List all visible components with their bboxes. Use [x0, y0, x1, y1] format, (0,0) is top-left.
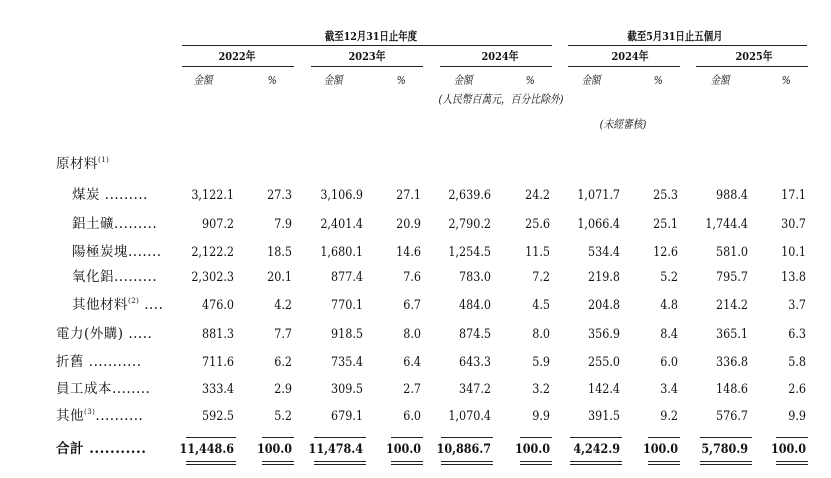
row-label: 員工成本........ [56, 381, 151, 397]
year-2025-ytd: 2025年 [735, 49, 773, 63]
cell-amount-2024-ytd: 255.0 [587, 355, 620, 370]
cell-pct-2022: 20.1 [267, 270, 292, 285]
cell-amount-2025-ytd: 581.0 [715, 245, 748, 260]
cell-amount-2025-ytd: 214.2 [715, 298, 748, 313]
cell-amount-2022: 881.3 [201, 327, 234, 342]
total-rule-double [648, 464, 680, 465]
total-rule-double [262, 464, 294, 465]
total-rule-top [570, 437, 622, 438]
row-label: 其他材料$^{(2)}$ .... [72, 297, 164, 313]
cell-amount-2024-ytd: 142.4 [587, 382, 620, 397]
cell-pct-2024-ytd: 5.2 [660, 270, 678, 285]
col-amount-2025-ytd: 金額 [710, 73, 730, 87]
group2-rule [568, 45, 807, 46]
total-rule-top [520, 437, 552, 438]
cell-pct-2022: 7.9 [274, 217, 292, 232]
cell-amount-2024: 2,639.6 [448, 188, 491, 203]
total-amount-2022: 11,448.6 [179, 442, 234, 457]
year-2024-ytd: 2024年 [611, 49, 649, 63]
group-title-five-months: 截至5月31日止五個月 [627, 29, 723, 43]
cell-amount-2024-ytd: 356.9 [587, 327, 620, 342]
total-pct-2023: 100.0 [385, 442, 421, 457]
cell-amount-2024: 2,790.2 [448, 217, 491, 232]
year-rule-2022 [182, 66, 294, 67]
total-rule-double [262, 461, 294, 462]
total-rule-double [391, 464, 423, 465]
cell-amount-2025-ytd: 365.1 [715, 327, 748, 342]
cell-amount-2025-ytd: 576.7 [715, 409, 748, 424]
cell-amount-2022: 476.0 [201, 298, 234, 313]
total-amount-2024: 10,886.7 [436, 442, 491, 457]
total-rule-double [520, 464, 552, 465]
cell-pct-2024-ytd: 9.2 [660, 409, 678, 424]
total-rule-top [314, 437, 366, 438]
total-rule-double [648, 461, 680, 462]
row-label: 鋁土礦......... [72, 216, 158, 232]
year-2023: 2023年 [348, 49, 386, 63]
cell-pct-2024-ytd: 4.8 [660, 298, 678, 313]
cell-amount-2023: 309.5 [330, 382, 363, 397]
total-amount-2025-ytd: 5,780.9 [701, 442, 748, 457]
total-rule-top [776, 437, 808, 438]
total-rule-double [186, 464, 236, 465]
total-pct-2024-ytd: 100.0 [642, 442, 678, 457]
cell-amount-2023: 770.1 [330, 298, 363, 313]
col-pct-2023: % [396, 73, 406, 87]
cell-amount-2023: 679.1 [330, 409, 363, 424]
cell-pct-2024-ytd: 12.6 [653, 245, 678, 260]
cell-pct-2023: 27.1 [396, 188, 421, 203]
total-rule-double [441, 461, 493, 462]
cell-amount-2024-ytd: 391.5 [587, 409, 620, 424]
total-pct-2025-ytd: 100.0 [770, 442, 806, 457]
cell-amount-2024-ytd: 1,066.4 [577, 217, 620, 232]
total-rule-top [186, 437, 236, 438]
cell-pct-2025-ytd: 2.6 [788, 382, 806, 397]
total-amount-2023: 11,478.4 [308, 442, 363, 457]
total-rule-double [441, 464, 493, 465]
total-rule-top [391, 437, 423, 438]
cell-pct-2023: 6.7 [403, 298, 421, 313]
cell-pct-2025-ytd: 13.8 [781, 270, 806, 285]
cell-pct-2025-ytd: 10.1 [781, 245, 806, 260]
col-pct-2025-ytd: % [781, 73, 791, 87]
cell-pct-2023: 14.6 [396, 245, 421, 260]
row-label: 煤炭 ......... [72, 187, 148, 203]
year-rule-2024-ytd [568, 66, 680, 67]
cell-amount-2024: 1,070.4 [448, 409, 491, 424]
cell-amount-2023: 918.5 [330, 327, 363, 342]
cell-pct-2024: 11.5 [525, 245, 550, 260]
cell-amount-2022: 3,122.1 [191, 188, 234, 203]
cell-amount-2025-ytd: 148.6 [715, 382, 748, 397]
cell-amount-2022: 711.6 [201, 355, 234, 370]
cell-pct-2025-ytd: 9.9 [788, 409, 806, 424]
year-rule-2025-ytd [696, 66, 808, 67]
cell-amount-2023: 3,106.9 [320, 188, 363, 203]
cell-pct-2025-ytd: 5.8 [788, 355, 806, 370]
cell-amount-2023: 735.4 [330, 355, 363, 370]
col-amount-2024-ytd: 金額 [581, 73, 601, 87]
total-rule-double [776, 464, 808, 465]
cell-pct-2022: 2.9 [274, 382, 292, 397]
total-rule-double [700, 461, 752, 462]
cell-pct-2024: 3.2 [532, 382, 550, 397]
col-pct-2024-ytd: % [653, 73, 663, 87]
cell-pct-2024: 25.6 [525, 217, 550, 232]
cell-pct-2022: 4.2 [274, 298, 292, 313]
total-pct-2024: 100.0 [514, 442, 550, 457]
year-rule-2023 [311, 66, 423, 67]
total-label: 合計 ........... [56, 441, 147, 457]
cell-pct-2022: 6.2 [274, 355, 292, 370]
cell-amount-2024: 1,254.5 [448, 245, 491, 260]
total-rule-double [520, 461, 552, 462]
section-label-raw-materials: 原材料$^{(1)}$ [56, 156, 110, 172]
group-title-fiscal-year: 截至12月31日止年度 [324, 29, 418, 43]
cell-pct-2023: 8.0 [403, 327, 421, 342]
total-rule-top [441, 437, 493, 438]
year-rule-2024 [440, 66, 552, 67]
cell-amount-2022: 333.4 [201, 382, 234, 397]
total-rule-top [262, 437, 294, 438]
total-rule-double [570, 461, 622, 462]
row-label: 氧化鋁......... [72, 269, 158, 285]
unit-note: (人民幣百萬元，百分比除外) [438, 92, 564, 106]
total-amount-2024-ytd: 4,242.9 [573, 442, 620, 457]
cell-amount-2022: 907.2 [201, 217, 234, 232]
cell-pct-2022: 18.5 [267, 245, 292, 260]
cell-amount-2025-ytd: 336.8 [715, 355, 748, 370]
col-pct-2022: % [267, 73, 277, 87]
total-rule-double [700, 464, 752, 465]
cell-amount-2024: 874.5 [458, 327, 491, 342]
cell-amount-2024-ytd: 1,071.7 [577, 188, 620, 203]
cell-pct-2024: 24.2 [525, 188, 550, 203]
total-rule-double [776, 461, 808, 462]
total-rule-top [700, 437, 752, 438]
col-amount-2024: 金額 [453, 73, 473, 87]
cell-pct-2024: 9.9 [532, 409, 550, 424]
cell-pct-2025-ytd: 30.7 [781, 217, 806, 232]
cell-amount-2024: 484.0 [458, 298, 491, 313]
year-2024: 2024年 [481, 49, 519, 63]
cell-amount-2024-ytd: 204.8 [587, 298, 620, 313]
row-label: 折舊 ........... [56, 354, 142, 370]
unaudited-note: (未經審核) [599, 117, 647, 131]
year-2022: 2022年 [218, 49, 256, 63]
row-label: 電力(外購) ..... [56, 326, 153, 342]
cell-amount-2023: 2,401.4 [320, 217, 363, 232]
cell-pct-2024: 5.9 [532, 355, 550, 370]
total-rule-double [314, 461, 366, 462]
group1-rule [182, 45, 552, 46]
cell-pct-2025-ytd: 6.3 [788, 327, 806, 342]
cell-amount-2023: 877.4 [330, 270, 363, 285]
cell-pct-2023: 6.0 [403, 409, 421, 424]
total-pct-2022: 100.0 [256, 442, 292, 457]
cell-amount-2024-ytd: 219.8 [587, 270, 620, 285]
cell-amount-2022: 2,122.2 [191, 245, 234, 260]
cell-amount-2022: 592.5 [201, 409, 234, 424]
cell-pct-2023: 7.6 [403, 270, 421, 285]
col-amount-2022: 金額 [193, 73, 213, 87]
col-pct-2024: % [525, 73, 535, 87]
col-amount-2023: 金額 [323, 73, 343, 87]
cell-pct-2023: 20.9 [396, 217, 421, 232]
cell-amount-2023: 1,680.1 [320, 245, 363, 260]
cell-amount-2024: 347.2 [458, 382, 491, 397]
total-rule-top [648, 437, 680, 438]
total-rule-double [391, 461, 423, 462]
cell-pct-2025-ytd: 17.1 [781, 188, 806, 203]
row-label: 陽極炭塊....... [72, 244, 162, 260]
cell-pct-2023: 6.4 [403, 355, 421, 370]
cell-pct-2025-ytd: 3.7 [788, 298, 806, 313]
cell-amount-2025-ytd: 795.7 [715, 270, 748, 285]
cell-pct-2023: 2.7 [403, 382, 421, 397]
total-rule-double [186, 461, 236, 462]
cell-pct-2024: 7.2 [532, 270, 550, 285]
cell-pct-2022: 27.3 [267, 188, 292, 203]
cell-amount-2024: 643.3 [458, 355, 491, 370]
cell-amount-2025-ytd: 988.4 [715, 188, 748, 203]
cell-pct-2024: 8.0 [532, 327, 550, 342]
cell-amount-2025-ytd: 1,744.4 [705, 217, 748, 232]
cell-pct-2024-ytd: 6.0 [660, 355, 678, 370]
cell-pct-2024-ytd: 8.4 [660, 327, 678, 342]
cell-pct-2024-ytd: 25.3 [653, 188, 678, 203]
cell-amount-2024-ytd: 534.4 [587, 245, 620, 260]
cell-amount-2024: 783.0 [458, 270, 491, 285]
total-rule-double [314, 464, 366, 465]
cell-pct-2024-ytd: 3.4 [660, 382, 678, 397]
total-rule-double [570, 464, 622, 465]
row-label: 其他$^{(3)}$.......... [56, 408, 144, 424]
cell-pct-2022: 7.7 [274, 327, 292, 342]
cell-pct-2022: 5.2 [274, 409, 292, 424]
cell-amount-2022: 2,302.3 [191, 270, 234, 285]
cell-pct-2024-ytd: 25.1 [653, 217, 678, 232]
cell-pct-2024: 4.5 [532, 298, 550, 313]
